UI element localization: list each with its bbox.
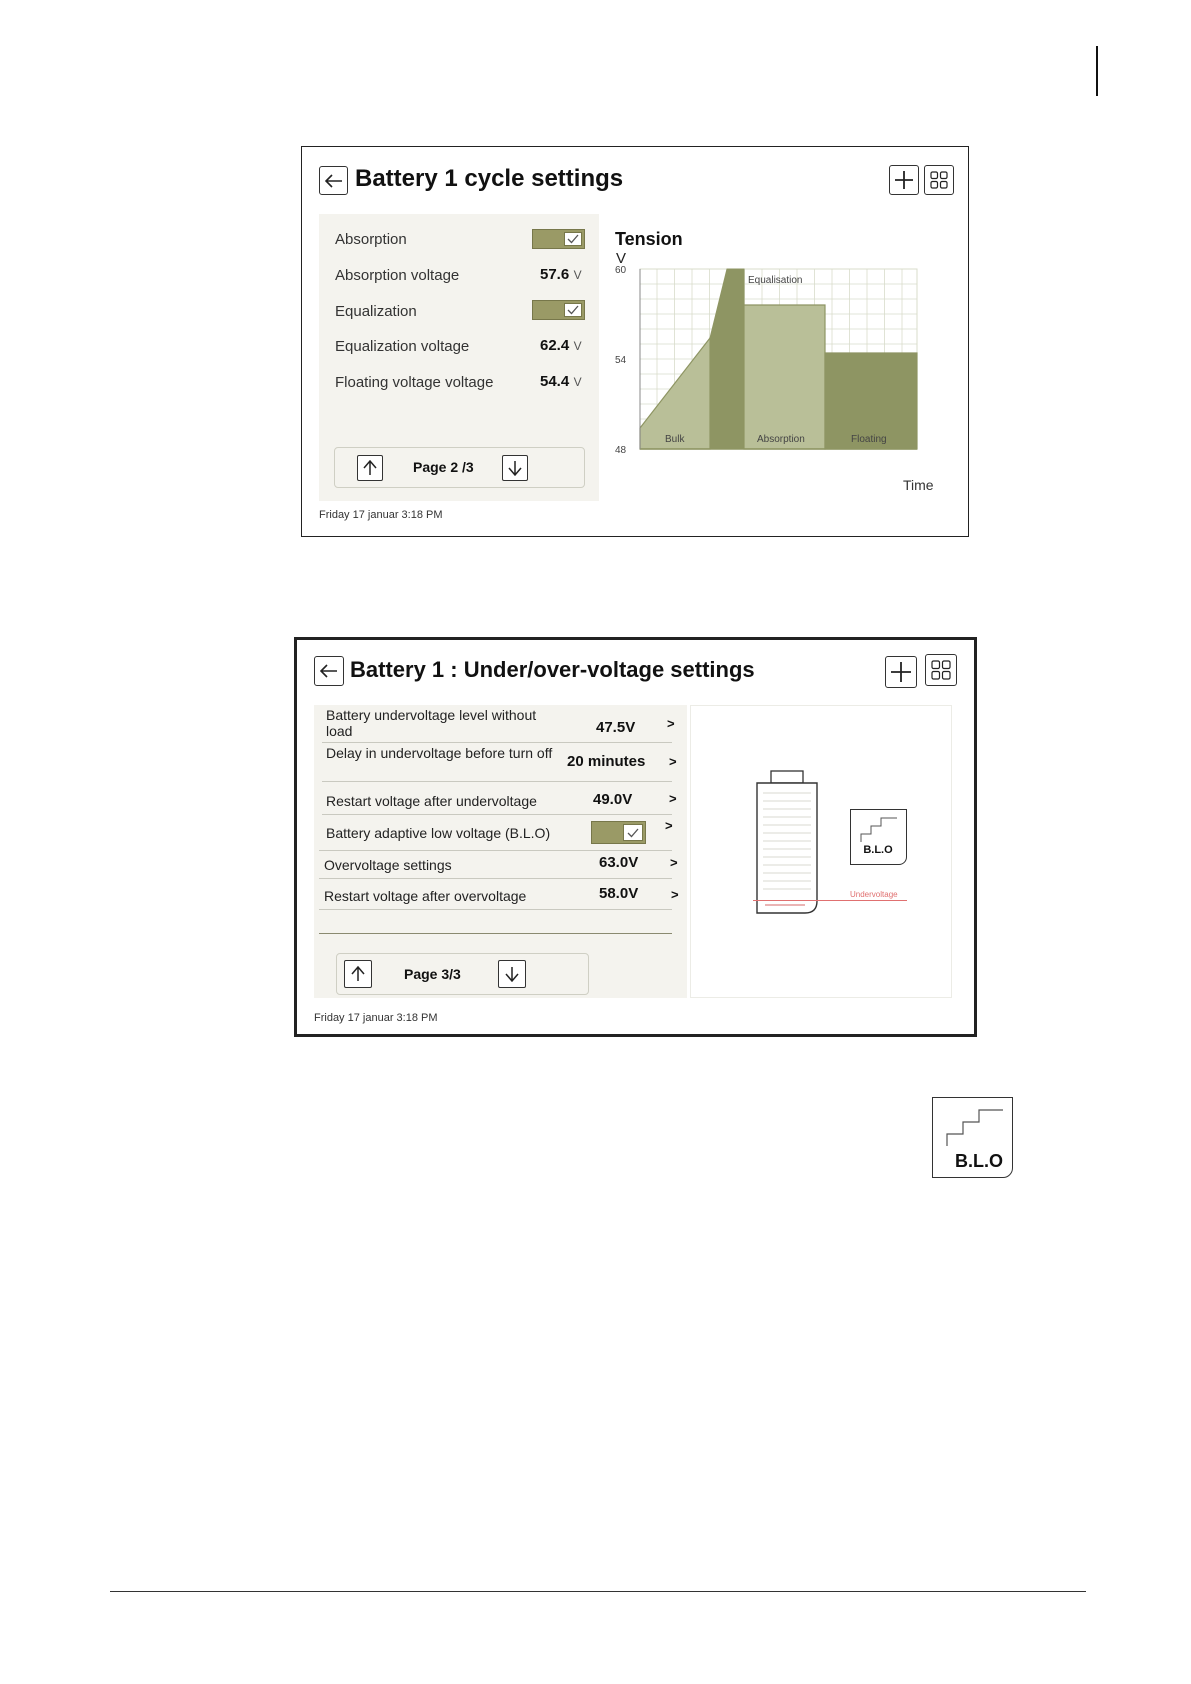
row-value: 20 minutes (567, 753, 646, 770)
voltage-settings-panel (314, 705, 687, 998)
row-label: Delay in undervoltage before turn off (326, 745, 553, 761)
back-button[interactable] (319, 166, 348, 195)
row-value: 63.0V (599, 854, 639, 871)
unit-text: V (573, 268, 582, 282)
check-icon (623, 824, 643, 841)
blo-badge (850, 809, 907, 865)
undervoltage-line (753, 900, 907, 901)
equalisation-area (710, 269, 744, 449)
page-title: Battery 1 : Under/over-voltage settings (350, 657, 755, 682)
arrow-up-icon (351, 966, 365, 982)
undervoltage-delay-row[interactable] (314, 744, 687, 782)
restart-after-undervoltage-row[interactable] (314, 783, 687, 815)
plus-icon (894, 170, 914, 190)
tension-chart (607, 259, 947, 484)
row-value: 49.0V (593, 791, 633, 808)
absorption-voltage-value[interactable] (540, 266, 582, 284)
divider (319, 909, 672, 910)
y-tick-label: 60 (615, 265, 627, 276)
pager (336, 953, 589, 995)
restart-after-overvoltage-row[interactable] (314, 879, 687, 909)
stairs-icon (859, 816, 899, 844)
apps-button[interactable] (924, 165, 954, 195)
page-indicator: Page 3/3 (404, 966, 461, 982)
divider (322, 742, 672, 743)
chevron-right-icon: > (669, 754, 677, 769)
phase-label: Bulk (665, 434, 685, 445)
page-title: Battery 1 cycle settings (355, 165, 624, 192)
screen-voltage-settings (294, 637, 977, 1037)
page-indicator: Page 2 /3 (413, 459, 474, 475)
blo-row (314, 816, 687, 848)
undervoltage-level-row[interactable] (314, 705, 687, 743)
page-up-button[interactable] (357, 455, 383, 481)
phase-label: Equalisation (748, 275, 803, 286)
absorption-toggle[interactable] (532, 229, 585, 249)
x-axis-label: Time (903, 477, 934, 493)
blo-illustration-panel (690, 705, 952, 998)
check-icon (564, 303, 582, 317)
row-label: Restart voltage after overvoltage (324, 888, 527, 904)
undervoltage-label: Undervoltage (850, 890, 898, 899)
chart-title: Tension (615, 229, 683, 249)
equalization-voltage-value[interactable] (540, 337, 582, 355)
arrow-up-icon (363, 460, 377, 476)
plus-icon (890, 661, 912, 683)
apps-button[interactable] (925, 654, 957, 686)
row-value: 47.5V (596, 719, 636, 736)
stairs-icon (945, 1108, 1005, 1148)
divider (322, 781, 672, 782)
status-datetime: Friday 17 januar 3:18 PM (314, 1012, 438, 1024)
value-text: 54.4 (540, 373, 570, 390)
back-button[interactable] (314, 656, 344, 686)
y-tick-label: 48 (615, 445, 627, 456)
screen-cycle-settings (301, 146, 969, 537)
phase-label: Absorption (757, 434, 805, 445)
add-button[interactable] (885, 656, 917, 688)
divider (322, 814, 672, 815)
divider (319, 933, 672, 934)
status-datetime: Friday 17 januar 3:18 PM (319, 509, 443, 521)
blo-toggle[interactable] (591, 821, 646, 844)
absorption-area (744, 305, 825, 449)
absorption-label: Absorption (335, 231, 407, 248)
divider (319, 850, 672, 851)
blo-icon-label: B.L.O (955, 1151, 1003, 1171)
unit-text: V (573, 339, 582, 353)
chevron-right-icon: > (667, 716, 675, 731)
add-button[interactable] (889, 165, 919, 195)
page-down-button[interactable] (502, 455, 528, 481)
row-value: 58.0V (599, 885, 639, 902)
footer-rule (110, 1591, 1086, 1592)
unit-text: V (573, 375, 582, 389)
grid-icon (930, 171, 948, 189)
chevron-right-icon: > (671, 887, 679, 902)
equalization-toggle[interactable] (532, 300, 585, 320)
phase-label: Floating (851, 434, 887, 445)
page-margin-bar (1096, 46, 1098, 96)
bulk-area (640, 338, 710, 449)
blo-badge-label: B.L.O (863, 844, 893, 856)
chevron-right-icon: > (669, 791, 677, 806)
y-tick-label: 54 (615, 355, 627, 366)
settings-panel (319, 214, 599, 501)
row-label: Battery adaptive low voltage (B.L.O) (326, 825, 551, 841)
arrow-down-icon (505, 966, 519, 982)
row-label: Restart voltage after undervoltage (326, 793, 537, 809)
arrow-down-icon (508, 460, 522, 476)
row-label: Overvoltage settings (324, 857, 452, 873)
absorption-voltage-label: Absorption voltage (335, 267, 460, 284)
blo-icon (932, 1097, 1013, 1178)
value-text: 57.6 (540, 266, 570, 283)
chart-unit: V (616, 250, 627, 267)
equalization-label: Equalization (335, 303, 417, 320)
value-text: 62.4 (540, 337, 570, 354)
page-up-button[interactable] (344, 960, 372, 988)
pager (334, 447, 585, 488)
arrow-left-icon (320, 664, 338, 678)
grid-icon (931, 660, 951, 680)
floating-voltage-value[interactable] (540, 373, 582, 391)
floating-voltage-label: Floating voltage voltage (335, 374, 494, 391)
chevron-right-icon[interactable]: > (665, 818, 673, 833)
chevron-right-icon: > (670, 855, 678, 870)
check-icon (564, 232, 582, 246)
overvoltage-row[interactable] (314, 850, 687, 879)
equalization-voltage-label: Equalization voltage (335, 338, 470, 355)
page-down-button[interactable] (498, 960, 526, 988)
arrow-left-icon (325, 174, 343, 188)
row-label: Battery undervoltage level without load (326, 707, 537, 739)
battery-icon (753, 769, 823, 919)
